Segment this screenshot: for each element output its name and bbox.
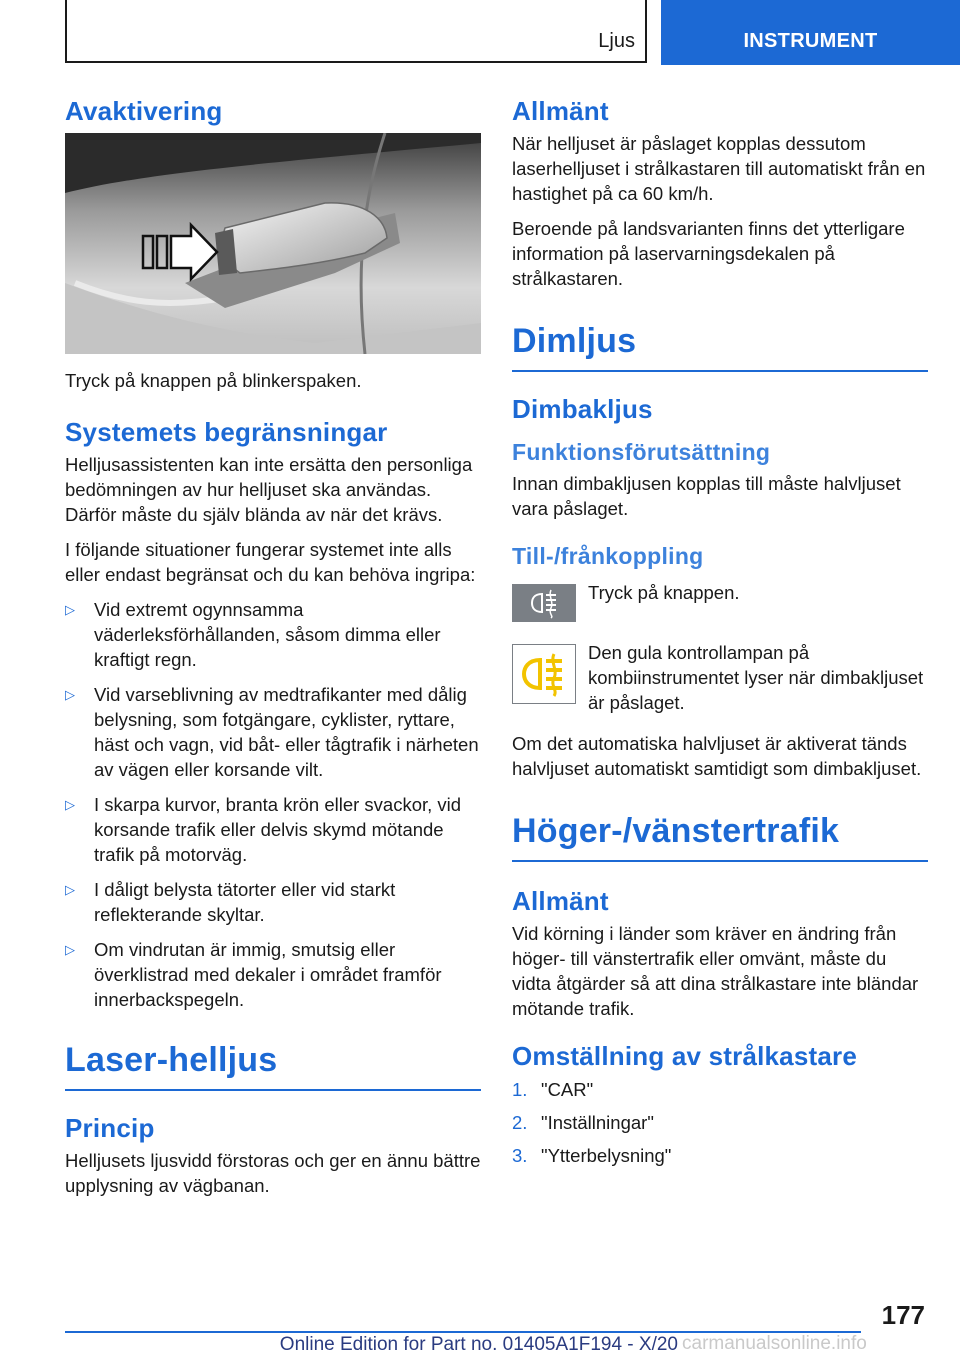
traffic-side-heading: Höger-/vänstertrafik [512, 811, 928, 862]
list-item: 3. "Ytterbelysning" [512, 1144, 672, 1166]
general-paragraph-2: Beroende på landsvarianten finns det ytterligare information på laservarningsdekalen på strålkastaren. [512, 218, 905, 290]
page-number: 177 [881, 1300, 925, 1330]
on-off-heading: Till-/frånkoppling [512, 542, 704, 569]
triangle-bullet-icon: ▷ [65, 687, 75, 703]
triangle-bullet-icon: ▷ [65, 797, 75, 813]
list-item: ▷ Vid varseblivning av medtrafikanter med dålig belysning, som fotgängare, cyklister, ryttare, häst och vagn, vid båt- eller tågtrafik i närheten av vägen eller korsande vilt. [65, 684, 479, 781]
deactivation-heading: Avaktivering [65, 96, 223, 126]
limits-paragraph-1: Helljusassistenten kan inte ersätta den personliga bedömningen av hur helljuset ska användas. Därför måste du själv blända av när det krävs. [65, 454, 473, 526]
limits-list [65, 597, 481, 1012]
fog-lights-heading: Dimljus [512, 321, 928, 372]
auto-lowbeam-text: Om det automatiska halvljuset är aktiverat tänds halvljuset automatiskt samtidigt som dimbakljuset. [512, 733, 922, 780]
limits-heading: Systemets begränsningar [65, 417, 388, 448]
prerequisite-heading: Funktionsförutsättning [512, 439, 771, 466]
rear-fog-indicator-icon [512, 644, 576, 704]
rear-fog-lamp-row [512, 640, 928, 715]
header-chapter-tab[interactable]: INSTRUMENT [661, 0, 960, 65]
list-item: ▷ I skarpa kurvor, branta krön eller svackor, vid korsande trafik eller delvis skymd mötande trafik på motorväg. [65, 794, 462, 866]
deactivation-caption: Tryck på knappen på blinkerspaken. [65, 370, 362, 392]
adjust-steps [512, 1077, 928, 1168]
general-heading: Allmänt [512, 96, 609, 126]
principle-text: Helljusets ljusvidd förstoras och ger en ännu bättre upplysning av vägbanan. [65, 1150, 481, 1197]
list-item: 2. "Inställningar" [512, 1111, 654, 1133]
traffic-general-heading: Allmänt [512, 886, 609, 917]
rear-fog-button-icon[interactable] [512, 584, 576, 622]
list-item: 1. "CAR" [512, 1078, 594, 1100]
general-paragraph-1: När helljuset är påslaget kopplas dessutom laserhelljuset i strålkastaren till automatiskt från en hastighet på ca 60 km/h. [512, 133, 926, 205]
laser-highbeam-heading: Laser-helljus [65, 1040, 481, 1091]
triangle-bullet-icon: ▷ [65, 942, 75, 958]
limits-paragraph-2: I följande situationer fungerar systemet inte alls eller endast begränsat och du kan behöva ingripa: [65, 539, 476, 586]
turn-signal-lever-photo [65, 133, 481, 354]
triangle-bullet-icon: ▷ [65, 602, 75, 618]
rear-fog-button-text: Tryck på knappen. [588, 582, 740, 604]
rear-fog-heading: Dimbakljus [512, 393, 653, 424]
list-item: ▷ Om vindrutan är immig, smutsig eller överklistrad med dekaler i området framför innerbackspegeln. [65, 939, 442, 1011]
triangle-bullet-icon: ▷ [65, 882, 75, 898]
header-section-title: Ljus [598, 30, 635, 52]
footer-edition: Online Edition for Part no. 01405A1F194 - X/20 [279, 1334, 678, 1355]
principle-heading: Princip [65, 1113, 155, 1144]
right-column [512, 96, 928, 1176]
prerequisite-text: Innan dimbakljusen kopplas till måste halvljuset vara påslaget. [512, 472, 901, 519]
turn-signal-lever-illustration [65, 133, 481, 354]
list-item: ▷ I dåligt belysta tätorter eller vid starkt reflekterande skyltar. [65, 879, 396, 926]
watermark: carmanualsonline.info [682, 1333, 867, 1354]
rear-fog-lamp-text: Den gula kontrollampan på kombiinstrumentet lyser när dimbakljuset är påslaget. [588, 642, 924, 714]
header-frame [65, 0, 647, 63]
list-item: ▷ Vid extremt ogynnsamma väderleksförhållanden, såsom dimma eller kraftigt regn. [65, 599, 441, 671]
headlight-adjust-heading: Omställning av strålkastare [512, 1041, 857, 1072]
traffic-text: Vid körning i länder som kräver en ändring från höger- till vänstertrafik eller omvänt, måste du vidta åtgärder så att dina strålkastare inte bländar mötande trafik. [512, 923, 919, 1020]
rear-fog-button-row [512, 580, 928, 624]
left-column [65, 96, 481, 1208]
